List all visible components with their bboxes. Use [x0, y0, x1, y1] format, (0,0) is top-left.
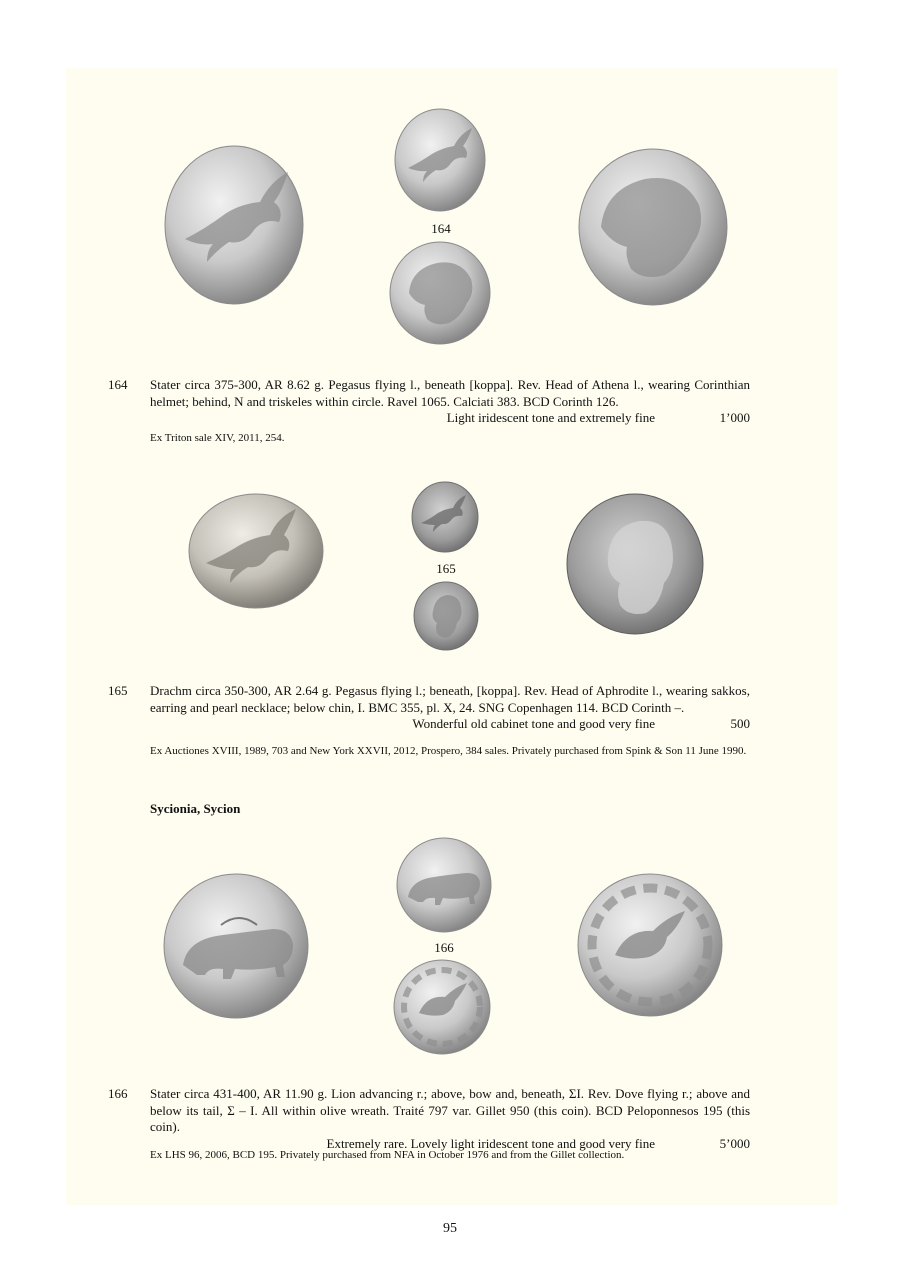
- figure-label-165: 165: [436, 561, 456, 576]
- coin-164-obverse-small: [394, 108, 486, 212]
- coin-164-reverse-large: [577, 147, 729, 307]
- coin-166-reverse-small: [393, 959, 491, 1055]
- lot-price: 5’000: [719, 1135, 750, 1151]
- lot-description: Drachm circa 350-300, AR 2.64 g. Pegasus flying l.; beneath, [koppa]. Rev. Head of Aphrodite l., wearing sakkos, earring and pearl necklace; below chin, I. BMC 355, pl. X, 24. SNG Copenhagen 114. BCD Corinth –.: [150, 683, 750, 715]
- lot-number: 165: [108, 683, 128, 698]
- lot-number: 166: [108, 1086, 128, 1101]
- coin-166-obverse-small: [396, 837, 492, 933]
- coin-166-obverse-large: [163, 873, 309, 1019]
- lot-price: 1’000: [719, 410, 750, 425]
- coin-165-reverse-large: [566, 493, 704, 635]
- lot-price: 500: [730, 716, 750, 731]
- coin-165-reverse-small: [413, 581, 479, 651]
- page-number: 95: [443, 1221, 457, 1236]
- lot-description: Stater circa 431-400, AR 11.90 g. Lion advancing r.; above, bow and, beneath, ΣI. Rev. Dove flying r.; above and below its tail, Σ – I. All within olive wreath. Traité 797 var. Gillet 950 (this coin). BCD Peloponnesos 195 (this coin).: [150, 1086, 750, 1134]
- coin-165-obverse-small: [411, 481, 479, 553]
- lot-164-provenance: Ex Triton sale XIV, 2011, 254.: [150, 432, 285, 444]
- coin-166-reverse-large: [577, 873, 723, 1017]
- section-heading: Sycionia, Sycion: [150, 801, 241, 816]
- lot-description: Stater circa 375-300, AR 8.62 g. Pegasus flying l., beneath [koppa]. Rev. Head of Athena l., wearing Corinthian helmet; behind, N and triskeles within circle. Ravel 1065. Calciati 383. BCD Corinth 126.: [150, 377, 750, 409]
- lot-number: 164: [108, 377, 128, 392]
- lot-165-provenance: Ex Auctiones XVIII, 1989, 703 and New York XXVII, 2012, Prospero, 384 sales. Privately purchased from Spink & Son 11 June 1990.: [150, 745, 747, 757]
- lot-grade: Wonderful old cabinet tone and good very fine: [412, 716, 655, 731]
- coin-164-obverse-large: [163, 144, 305, 306]
- coin-165-obverse-large: [188, 493, 324, 609]
- figure-label-164: 164: [431, 221, 451, 236]
- coin-164-reverse-small: [389, 241, 491, 345]
- lot-grade: Extremely rare. Lovely light iridescent tone and good very fine: [326, 1135, 655, 1151]
- figure-label-166: 166: [434, 940, 454, 955]
- lot-166-provenance: Ex LHS 96, 2006, BCD 195. Privately purchased from NFA in October 1976 and from the Gillet collection.: [150, 1149, 625, 1161]
- lot-grade: Light iridescent tone and extremely fine: [446, 410, 655, 425]
